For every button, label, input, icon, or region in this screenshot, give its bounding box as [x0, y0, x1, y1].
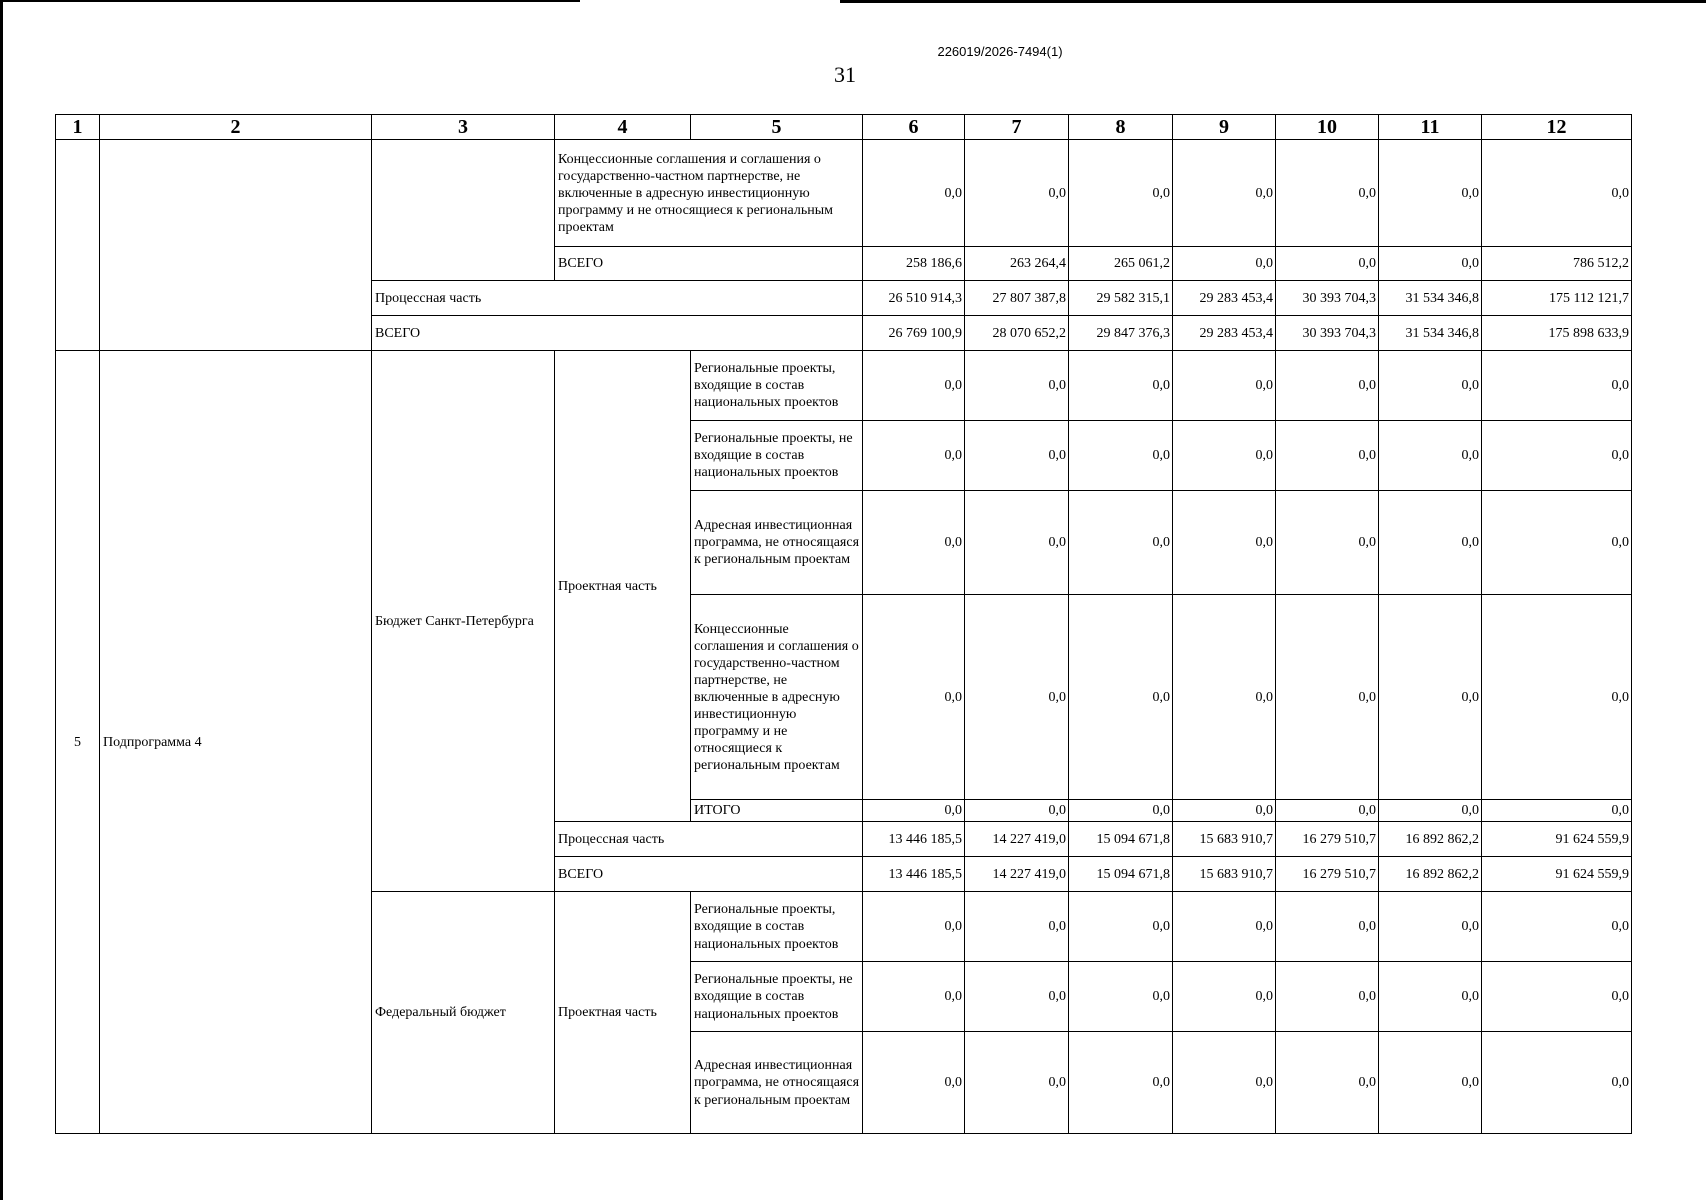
budget-table — [55, 114, 1632, 1134]
row-label-address-investment: Адресная инвестиционная программа, не относящаяся к региональным проектам — [691, 491, 863, 595]
value-cell: 14 227 419,0 — [965, 822, 1069, 857]
table-row — [56, 140, 1632, 247]
value-cell: 0,0 — [1069, 892, 1173, 962]
value-cell: 0,0 — [863, 800, 965, 822]
value-cell: 0,0 — [863, 892, 965, 962]
column-header: 9 — [1173, 115, 1276, 140]
value-cell: 0,0 — [1173, 491, 1276, 595]
value-cell: 0,0 — [965, 140, 1069, 247]
value-cell: 0,0 — [1069, 140, 1173, 247]
value-cell: 91 624 559,9 — [1482, 822, 1632, 857]
table-row — [56, 351, 1632, 421]
value-cell: 0,0 — [965, 1032, 1069, 1134]
value-cell: 31 534 346,8 — [1379, 316, 1482, 351]
value-cell: 30 393 704,3 — [1276, 316, 1379, 351]
value-cell: 0,0 — [863, 962, 965, 1032]
value-cell: 0,0 — [1482, 491, 1632, 595]
project-part-label: Проектная часть — [555, 351, 691, 822]
value-cell: 0,0 — [1173, 247, 1276, 281]
value-cell: 0,0 — [863, 595, 965, 800]
value-cell: 0,0 — [1379, 1032, 1482, 1134]
value-cell: 0,0 — [1482, 595, 1632, 800]
column-header: 6 — [863, 115, 965, 140]
value-cell: 0,0 — [965, 800, 1069, 822]
value-cell: 0,0 — [1173, 421, 1276, 491]
value-cell: 0,0 — [1276, 962, 1379, 1032]
value-cell: 0,0 — [1173, 800, 1276, 822]
row-label-process-part: Процессная часть — [372, 281, 863, 316]
value-cell: 0,0 — [863, 351, 965, 421]
value-cell: 0,0 — [1482, 892, 1632, 962]
empty-cell — [56, 140, 100, 351]
row-label-total: ВСЕГО — [555, 857, 863, 892]
page-number: 31 — [834, 62, 856, 87]
subprogram-name: Подпрограмма 4 — [100, 351, 372, 1134]
value-cell: 26 769 100,9 — [863, 316, 965, 351]
value-cell: 0,0 — [1379, 595, 1482, 800]
value-cell: 0,0 — [1276, 351, 1379, 421]
row-label-total: ВСЕГО — [555, 247, 863, 281]
row-label-reg-in-national: Региональные проекты, входящие в состав национальных проектов — [691, 351, 863, 421]
value-cell: 0,0 — [1482, 962, 1632, 1032]
value-cell: 0,0 — [1173, 892, 1276, 962]
column-header: 2 — [100, 115, 372, 140]
value-cell: 0,0 — [965, 595, 1069, 800]
value-cell: 0,0 — [1276, 421, 1379, 491]
value-cell: 0,0 — [1379, 421, 1482, 491]
value-cell: 0,0 — [1173, 351, 1276, 421]
row-label-total: ВСЕГО — [372, 316, 863, 351]
row-label-concession: Концессионные соглашения и соглашения о государственно-частном партнерстве, не включенные в адресную инвестиционную программу и не относящиеся к региональным проектам — [555, 140, 863, 247]
value-cell: 0,0 — [863, 491, 965, 595]
value-cell: 0,0 — [965, 892, 1069, 962]
value-cell: 15 094 671,8 — [1069, 857, 1173, 892]
value-cell: 0,0 — [1276, 491, 1379, 595]
value-cell: 30 393 704,3 — [1276, 281, 1379, 316]
value-cell: 265 061,2 — [1069, 247, 1173, 281]
value-cell: 0,0 — [1379, 962, 1482, 1032]
value-cell: 0,0 — [1276, 800, 1379, 822]
value-cell: 0,0 — [863, 140, 965, 247]
column-header-row — [56, 115, 1632, 140]
value-cell: 263 264,4 — [965, 247, 1069, 281]
value-cell: 0,0 — [1379, 247, 1482, 281]
row-label-reg-not-in-national: Региональные проекты, не входящие в состав национальных проектов — [691, 962, 863, 1032]
value-cell: 175 112 121,7 — [1482, 281, 1632, 316]
value-cell: 0,0 — [863, 1032, 965, 1134]
value-cell: 31 534 346,8 — [1379, 281, 1482, 316]
row-label-reg-in-national: Региональные проекты, входящие в состав национальных проектов — [691, 892, 863, 962]
value-cell: 0,0 — [1069, 1032, 1173, 1134]
value-cell: 0,0 — [965, 421, 1069, 491]
value-cell: 0,0 — [1276, 595, 1379, 800]
value-cell: 0,0 — [1173, 962, 1276, 1032]
value-cell: 13 446 185,5 — [863, 822, 965, 857]
column-header: 1 — [56, 115, 100, 140]
value-cell: 0,0 — [1069, 491, 1173, 595]
value-cell: 15 683 910,7 — [1173, 857, 1276, 892]
value-cell: 0,0 — [1379, 892, 1482, 962]
row-label-reg-not-in-national: Региональные проекты, не входящие в состав национальных проектов — [691, 421, 863, 491]
value-cell: 27 807 387,8 — [965, 281, 1069, 316]
value-cell: 0,0 — [1379, 491, 1482, 595]
value-cell: 29 582 315,1 — [1069, 281, 1173, 316]
column-header: 7 — [965, 115, 1069, 140]
value-cell: 175 898 633,9 — [1482, 316, 1632, 351]
value-cell: 0,0 — [1276, 247, 1379, 281]
left-edge-line — [0, 0, 3, 1200]
value-cell: 28 070 652,2 — [965, 316, 1069, 351]
row-label-concession: Концессионные соглашения и соглашения о государственно-частном партнерстве, не включенные в адресную инвестиционную программу и не относящиеся к региональным проектам — [691, 595, 863, 800]
value-cell: 0,0 — [1482, 1032, 1632, 1134]
value-cell: 0,0 — [863, 421, 965, 491]
value-cell: 786 512,2 — [1482, 247, 1632, 281]
value-cell: 16 892 862,2 — [1379, 857, 1482, 892]
empty-cell — [372, 140, 555, 281]
value-cell: 15 094 671,8 — [1069, 822, 1173, 857]
value-cell: 0,0 — [1379, 140, 1482, 247]
value-cell: 0,0 — [1276, 892, 1379, 962]
row-label-process-part: Процессная часть — [555, 822, 863, 857]
top-border-line — [840, 0, 1706, 3]
row-label-subtotal: ИТОГО — [691, 800, 863, 822]
value-cell: 0,0 — [1482, 800, 1632, 822]
value-cell: 0,0 — [1069, 962, 1173, 1032]
value-cell: 29 283 453,4 — [1173, 281, 1276, 316]
value-cell: 0,0 — [1069, 800, 1173, 822]
funding-source-federal: Федеральный бюджет — [372, 892, 555, 1134]
value-cell: 0,0 — [1276, 1032, 1379, 1134]
value-cell: 16 279 510,7 — [1276, 822, 1379, 857]
empty-cell — [100, 140, 372, 351]
value-cell: 13 446 185,5 — [863, 857, 965, 892]
column-header: 4 — [555, 115, 691, 140]
row-label-address-investment: Адресная инвестиционная программа, не относящаяся к региональным проектам — [691, 1032, 863, 1134]
value-cell: 0,0 — [1173, 140, 1276, 247]
value-cell: 15 683 910,7 — [1173, 822, 1276, 857]
value-cell: 0,0 — [965, 351, 1069, 421]
value-cell: 258 186,6 — [863, 247, 965, 281]
column-header: 8 — [1069, 115, 1173, 140]
value-cell: 16 892 862,2 — [1379, 822, 1482, 857]
project-part-label: Проектная часть — [555, 892, 691, 1134]
value-cell: 16 279 510,7 — [1276, 857, 1379, 892]
value-cell: 0,0 — [1482, 421, 1632, 491]
column-header: 3 — [372, 115, 555, 140]
value-cell: 0,0 — [1173, 595, 1276, 800]
value-cell: 0,0 — [965, 962, 1069, 1032]
value-cell: 0,0 — [1069, 421, 1173, 491]
value-cell: 0,0 — [1482, 351, 1632, 421]
value-cell: 0,0 — [1482, 140, 1632, 247]
value-cell: 14 227 419,0 — [965, 857, 1069, 892]
row-number: 5 — [56, 351, 100, 1134]
value-cell: 0,0 — [1379, 800, 1482, 822]
value-cell: 0,0 — [1069, 595, 1173, 800]
column-header: 5 — [691, 115, 863, 140]
value-cell: 29 283 453,4 — [1173, 316, 1276, 351]
column-header: 12 — [1482, 115, 1632, 140]
value-cell: 0,0 — [1173, 1032, 1276, 1134]
column-header: 10 — [1276, 115, 1379, 140]
value-cell: 0,0 — [1069, 351, 1173, 421]
value-cell: 29 847 376,3 — [1069, 316, 1173, 351]
document-id: 226019/2026-7494(1) — [937, 44, 1063, 59]
value-cell: 26 510 914,3 — [863, 281, 965, 316]
column-header: 11 — [1379, 115, 1482, 140]
funding-source-spb: Бюджет Санкт-Петербурга — [372, 351, 555, 892]
value-cell: 91 624 559,9 — [1482, 857, 1632, 892]
top-border-line — [0, 0, 580, 2]
value-cell: 0,0 — [1379, 351, 1482, 421]
value-cell: 0,0 — [1276, 140, 1379, 247]
value-cell: 0,0 — [965, 491, 1069, 595]
